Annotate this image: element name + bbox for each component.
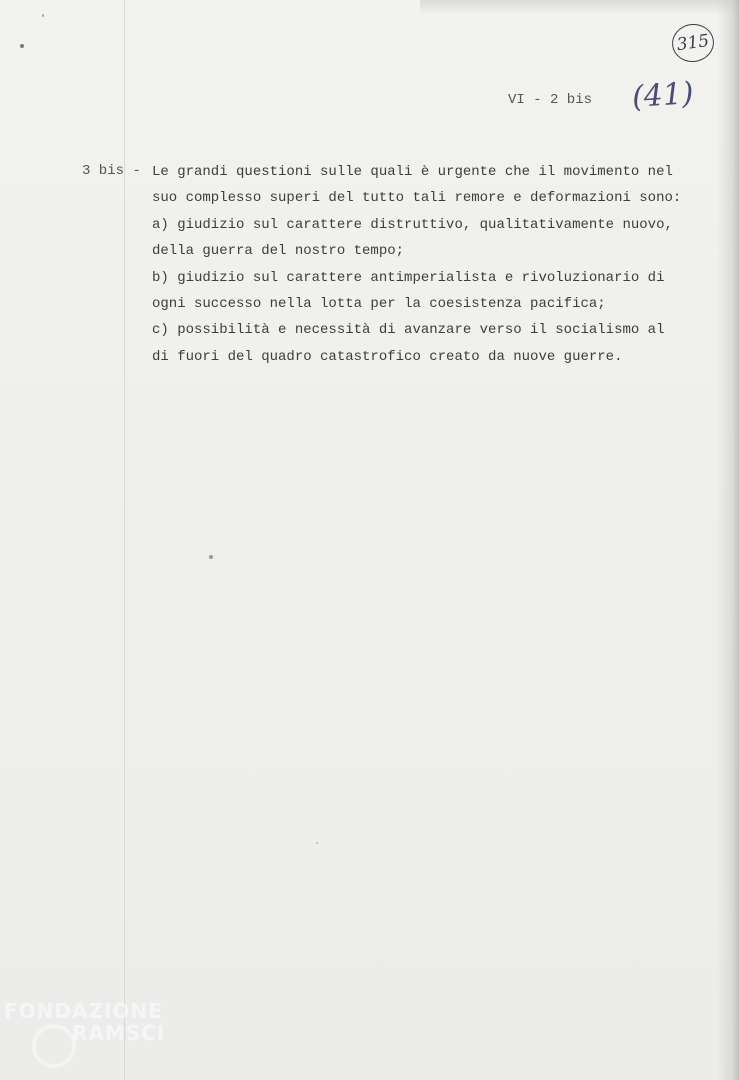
text-line: della guerra del nostro tempo; xyxy=(152,243,405,260)
text-line: a) giudizio sul carattere distruttivo, qualitativamente nuovo, xyxy=(152,216,673,233)
page-fold-line xyxy=(124,0,125,1080)
page-top-edge xyxy=(420,0,739,14)
archive-stamp-number: 315 xyxy=(670,21,717,64)
text-line: suo complesso superi del tutto tali remore e deformazioni sono: xyxy=(152,190,682,207)
gramsci-logo-ring-icon xyxy=(32,1024,76,1068)
fondazione-gramsci-watermark xyxy=(4,1000,184,1070)
text-line: c) possibilità e necessità di avanzare verso il socialismo al xyxy=(152,322,665,339)
text-line: b) giudizio sul carattere antimperialista e rivoluzionario di xyxy=(152,269,665,286)
handwritten-folio-number: (41) xyxy=(630,75,695,116)
page-right-edge xyxy=(717,0,739,1080)
document-reference: VI - 2 bis xyxy=(508,92,593,108)
ink-speck xyxy=(42,14,44,17)
text-line: Le grandi questioni sulle quali è urgente che il movimento nel xyxy=(152,164,673,180)
watermark-line-2: RAMSCI xyxy=(72,1021,166,1045)
ink-speck xyxy=(316,842,318,844)
watermark-line-1: FONDAZIONE xyxy=(4,999,163,1023)
ink-speck xyxy=(20,44,24,48)
text-line: di fuori del quadro catastrofico creato da nuove guerre. xyxy=(152,348,623,365)
text-line: ogni successo nella lotta per la coesistenza pacifica; xyxy=(152,295,606,312)
ink-speck xyxy=(209,555,213,559)
body-text xyxy=(152,163,712,374)
section-label: 3 bis - xyxy=(82,163,141,179)
